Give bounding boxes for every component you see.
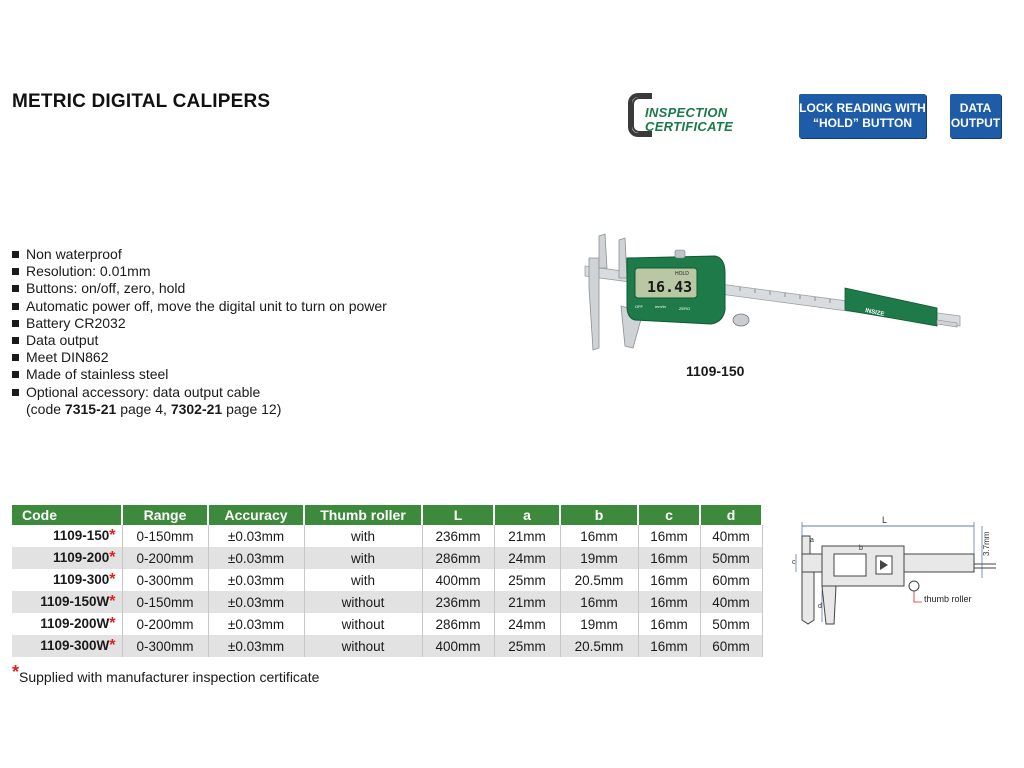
star-icon: * (109, 593, 116, 610)
diagram-label-l: L (882, 515, 888, 525)
diagram-label-a: a (810, 537, 814, 544)
cell-accuracy: ±0.03mm (208, 613, 304, 635)
cell-code: 1109-200* (12, 547, 122, 569)
certificate-badge-line1: INSPECTION (645, 105, 728, 120)
cell-a: 21mm (494, 525, 560, 547)
caliper-button-mode: mm/in (655, 304, 666, 309)
cell-l: 236mm (422, 525, 494, 547)
footnote (12, 662, 320, 687)
cell-b: 19mm (560, 547, 638, 569)
cell-d: 60mm (700, 635, 762, 657)
accessory-code-2: 7302-21 (170, 400, 223, 417)
specifications-table (12, 505, 763, 657)
caliper-fixed-jaw (589, 258, 599, 350)
caliper-lcd-hold: HOLD (675, 271, 689, 277)
table-row (12, 547, 762, 569)
hold-button-badge (799, 94, 926, 138)
hold-badge-line2: “HOLD” BUTTON (812, 116, 913, 130)
feature-item: Battery CR2032 (12, 315, 387, 332)
header-l: L (422, 505, 494, 525)
feature-item: Non waterproof (12, 246, 387, 263)
cell-d: 50mm (700, 613, 762, 635)
bullet-icon (12, 337, 19, 344)
caliper-end-cap (845, 288, 937, 326)
dimension-diagram (792, 512, 1004, 632)
cell-code: 1109-300* (12, 569, 122, 591)
certificate-badge-line2: CERTIFICATE (645, 119, 734, 134)
star-icon: * (109, 549, 116, 566)
header-d: d (700, 505, 762, 525)
cell-code: 1109-150* (12, 525, 122, 547)
cell-code: 1109-150W* (12, 591, 122, 613)
table-header-row (12, 505, 762, 525)
data-badge-line1: DATA (959, 101, 992, 115)
star-icon: * (109, 637, 116, 654)
cell-d: 40mm (700, 525, 762, 547)
cell-l: 286mm (422, 547, 494, 569)
table-row (12, 635, 762, 657)
bullet-icon (12, 320, 19, 327)
footnote-star-icon: * (12, 662, 20, 682)
cell-range: 0-150mm (122, 525, 208, 547)
bullet-icon (12, 354, 19, 361)
cell-c: 16mm (638, 569, 700, 591)
hold-badge-line1: LOCK READING WITH (799, 101, 926, 115)
cell-b: 20.5mm (560, 569, 638, 591)
table-row (12, 525, 762, 547)
caliper-button-zero: ZERO (679, 306, 691, 311)
cell-accuracy: ±0.03mm (208, 591, 304, 613)
header-a: a (494, 505, 560, 525)
table-row (12, 613, 762, 635)
cell-l: 400mm (422, 569, 494, 591)
cell-b: 19mm (560, 613, 638, 635)
diagram-label-thickness: 3.7mm (982, 531, 991, 556)
caliper-lcd-reading: 16.43 (647, 278, 693, 296)
diagram-label-c: c (792, 559, 796, 566)
cell-b: 20.5mm (560, 635, 638, 657)
bullet-icon (12, 268, 19, 275)
star-icon: * (109, 571, 116, 588)
cell-d: 40mm (700, 591, 762, 613)
cell-c: 16mm (638, 525, 700, 547)
caliper-moving-jaw (619, 238, 627, 278)
data-output-badge (950, 94, 1001, 138)
caliper-lock-screw (675, 250, 685, 258)
star-icon: * (109, 527, 116, 544)
feature-item: Buttons: on/off, zero, hold (12, 280, 387, 297)
header-accuracy: Accuracy (208, 505, 304, 525)
cell-thumb: without (304, 591, 422, 613)
cell-c: 16mm (638, 613, 700, 635)
cell-range: 0-200mm (122, 613, 208, 635)
cell-accuracy: ±0.03mm (208, 525, 304, 547)
cell-thumb: without (304, 613, 422, 635)
cell-l: 236mm (422, 591, 494, 613)
table-row (12, 591, 762, 613)
caliper-brand-text: INSIZE (864, 307, 885, 318)
cell-c: 16mm (638, 547, 700, 569)
footnote-text: Supplied with manufacturer inspection certificate (19, 669, 320, 685)
inspection-certificate-badge (628, 93, 766, 139)
cell-thumb: with (304, 547, 422, 569)
cell-thumb: with (304, 525, 422, 547)
caliper-product-image (575, 228, 975, 358)
cell-accuracy: ±0.03mm (208, 547, 304, 569)
caliper-button-off: OFF (635, 304, 643, 309)
diagram-lcd (834, 554, 866, 576)
bullet-icon (12, 285, 19, 292)
cell-a: 24mm (494, 613, 560, 635)
cell-range: 0-200mm (122, 547, 208, 569)
feature-item: Optional accessory: data output cable (12, 384, 387, 401)
cell-b: 16mm (560, 525, 638, 547)
cell-a: 25mm (494, 635, 560, 657)
cell-range: 0-150mm (122, 591, 208, 613)
feature-item: Data output (12, 332, 387, 349)
feature-item: Meet DIN862 (12, 349, 387, 366)
feature-item: Automatic power off, move the digital unit to turn on power (12, 298, 387, 315)
cell-c: 16mm (638, 591, 700, 613)
cell-a: 25mm (494, 569, 560, 591)
cell-a: 24mm (494, 547, 560, 569)
cell-c: 16mm (638, 635, 700, 657)
feature-list (12, 246, 387, 418)
cell-l: 286mm (422, 613, 494, 635)
bullet-icon (12, 389, 19, 396)
star-icon: * (109, 615, 116, 632)
cell-a: 21mm (494, 591, 560, 613)
cell-range: 0-300mm (122, 635, 208, 657)
page-title: METRIC DIGITAL CALIPERS (12, 91, 271, 112)
diagram-label-thumb-roller: thumb roller (924, 594, 972, 604)
data-badge-line2: OUTPUT (950, 116, 1001, 130)
cell-thumb: with (304, 569, 422, 591)
accessory-code-note: (code 7315-21 page 4, 7302-21 page 12) (26, 400, 282, 417)
diagram-label-b: b (859, 545, 863, 552)
product-image-label: 1109-150 (686, 363, 745, 379)
cell-b: 16mm (560, 591, 638, 613)
cell-accuracy: ±0.03mm (208, 635, 304, 657)
cell-thumb: without (304, 635, 422, 657)
cell-d: 50mm (700, 547, 762, 569)
cell-code: 1109-300W* (12, 635, 122, 657)
bullet-icon (12, 251, 19, 258)
caliper-thumb-roller (733, 314, 749, 326)
cell-code: 1109-200W* (12, 613, 122, 635)
diagram-fixed-jaw (802, 536, 810, 554)
accessory-code-1: 7315-21 (64, 400, 117, 417)
cell-range: 0-300mm (122, 569, 208, 591)
header-c: c (638, 505, 700, 525)
table-row (12, 569, 762, 591)
cell-l: 400mm (422, 635, 494, 657)
header-thumb-roller: Thumb roller (304, 505, 422, 525)
feature-item: Made of stainless steel (12, 366, 387, 383)
header-code: Code (12, 505, 122, 525)
bullet-icon (12, 371, 19, 378)
cell-accuracy: ±0.03mm (208, 569, 304, 591)
feature-item: Resolution: 0.01mm (12, 263, 387, 280)
cell-d: 60mm (700, 569, 762, 591)
header-range: Range (122, 505, 208, 525)
diagram-label-d: d (818, 603, 822, 610)
header-b: b (560, 505, 638, 525)
bullet-icon (12, 303, 19, 310)
diagram-thumb-roller (909, 581, 919, 591)
